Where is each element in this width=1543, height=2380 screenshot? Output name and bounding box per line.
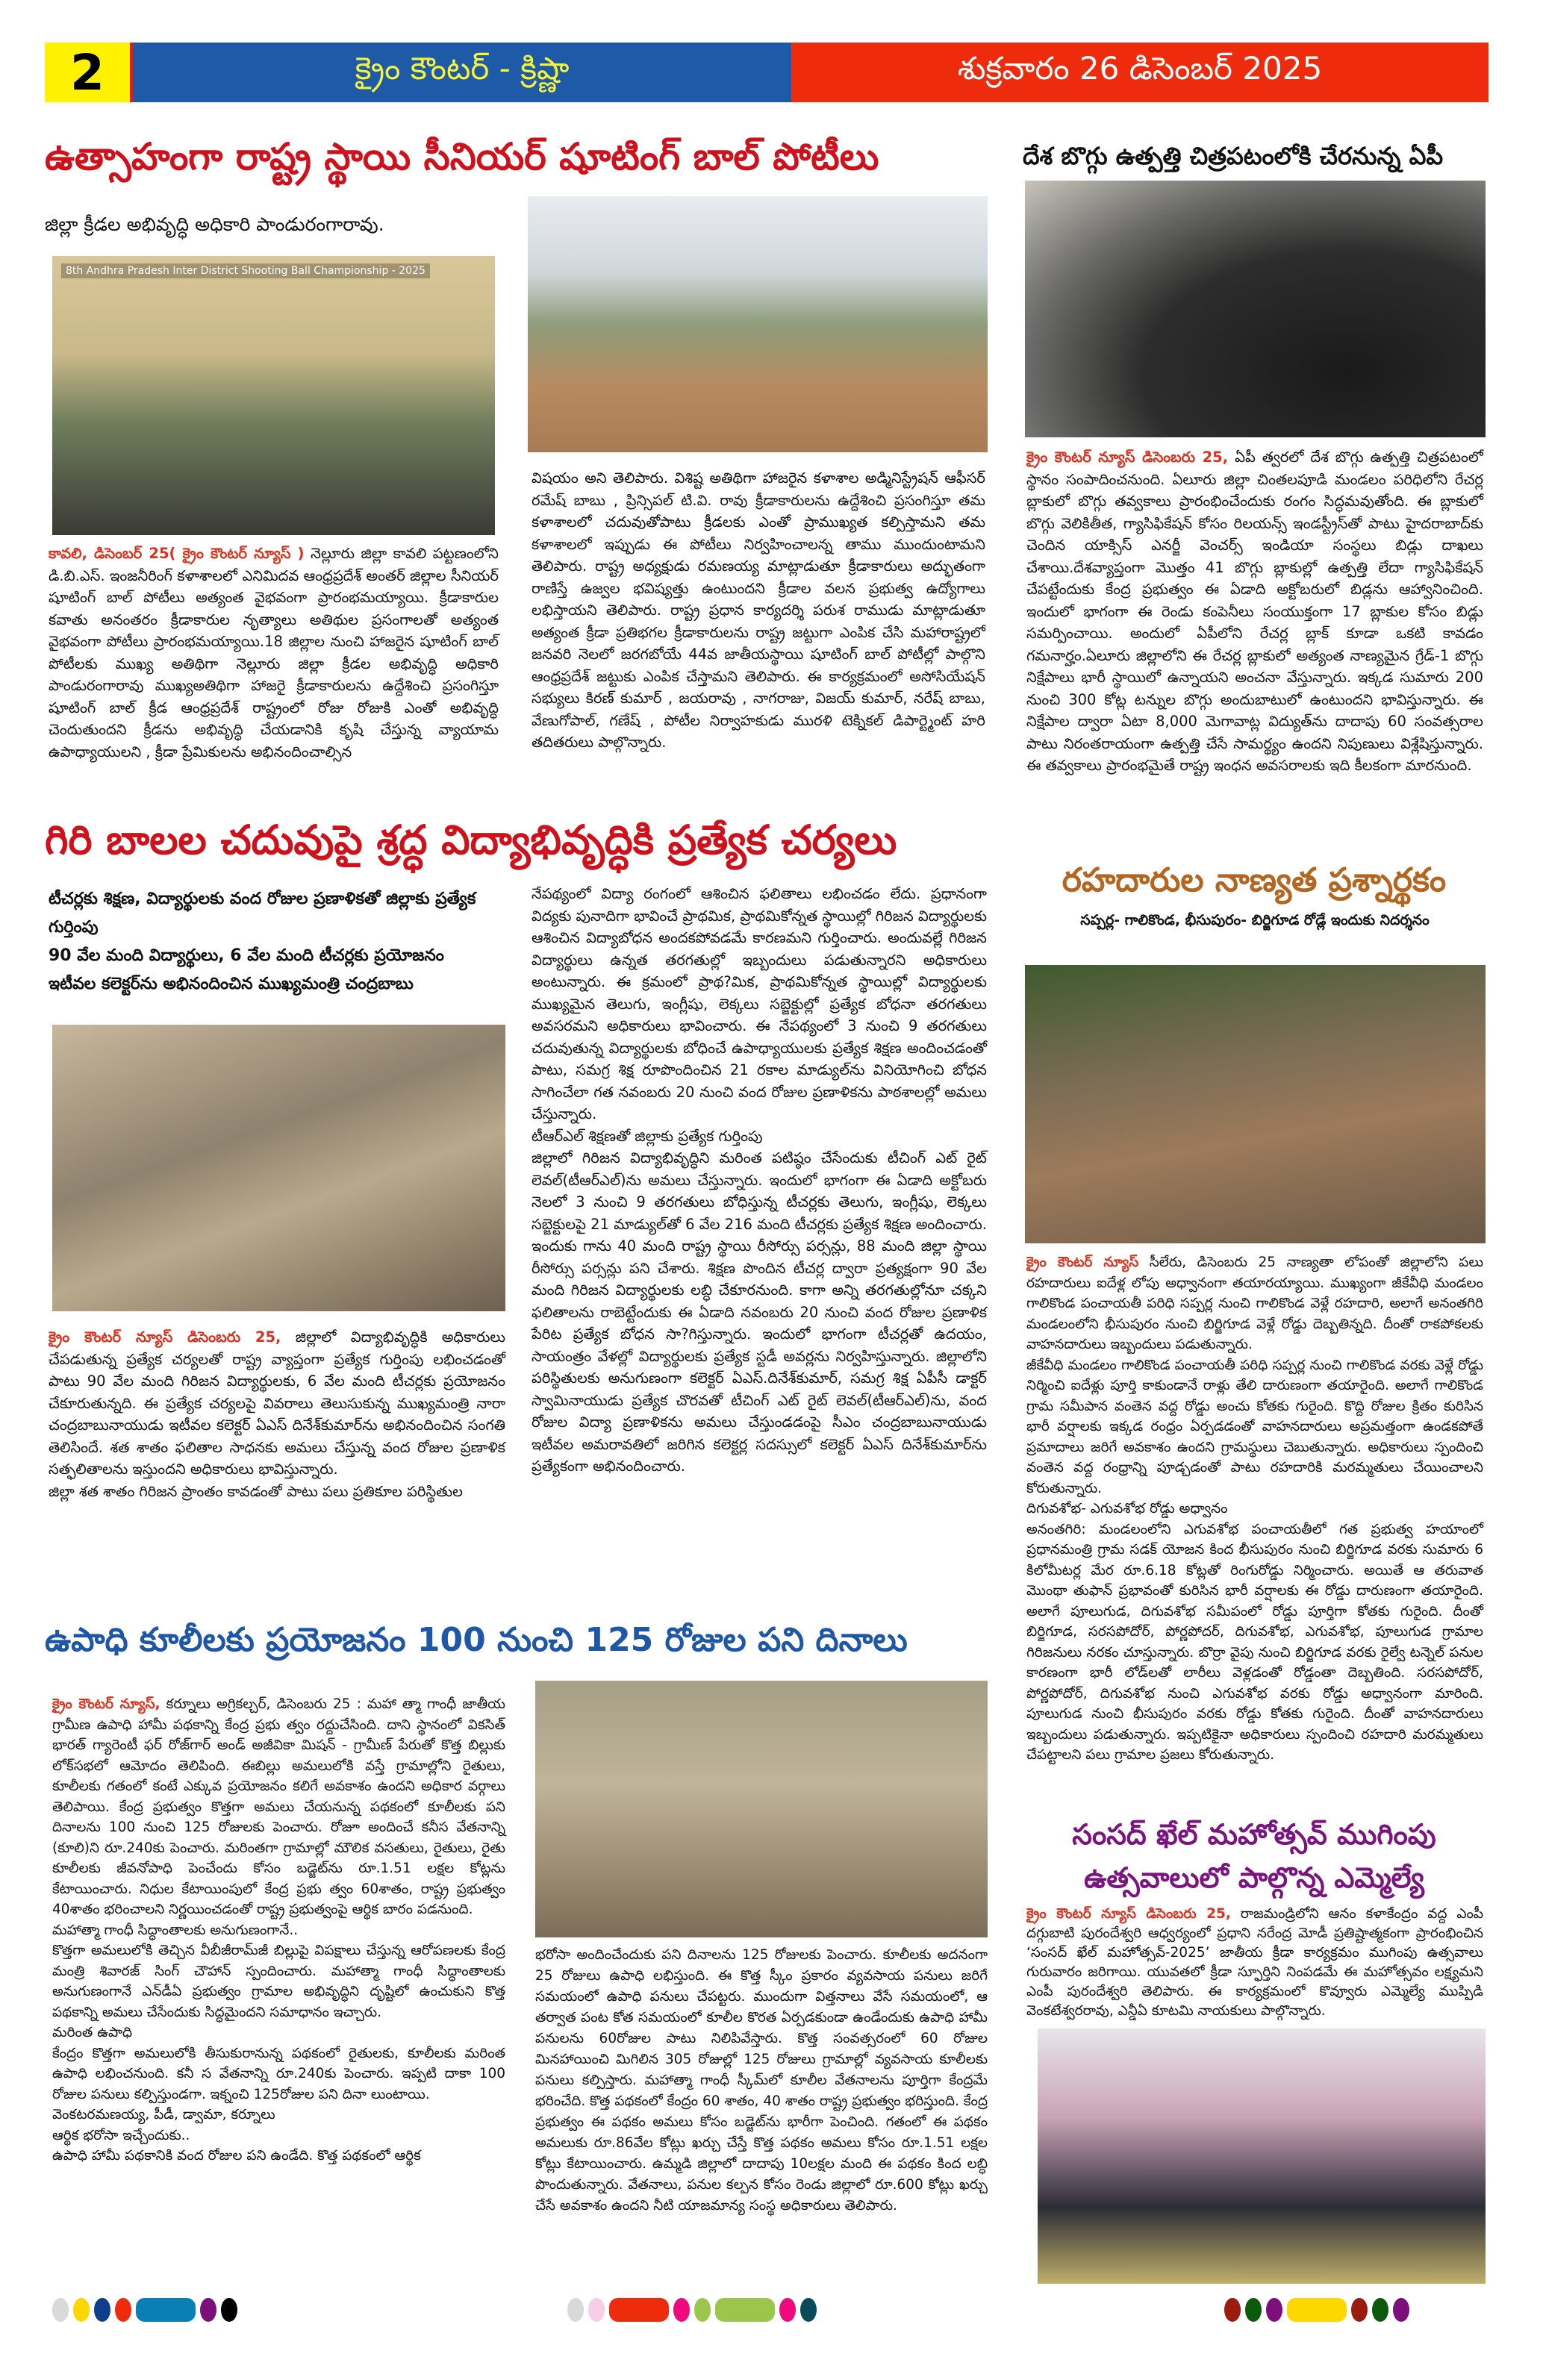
section-subhead: ఆర్థిక భరోసా ఇచ్చేందుకు.. <box>52 2127 190 2143</box>
article-text: ఉపాధి హామీ పథకానికి వంద రోజుల పని ఉండేది. కొత్త పథకంలో ఆర్థిక <box>52 2148 421 2164</box>
article-text: కర్నూలు అగ్రికల్చర్, డిసెంబరు 25 : మహా త్మా గాంధీ జాతీయ గ్రామీణ ఉపాధి హామీ పథకాన్ని కేంద్ర ప్రభు త్వం రద్దుచేసింది. దాని స్థానంలో వికసిత్ భారత్ గ్యారెంటీ ఫర్ రోజ్‌గార్ అండ్ అజీవికా మిషన్ - గ్రామీణ్ పేరుతో కొత్త బిల్లుకు లోక్‌సభలో ఆమోదం తెలిపింది. ఈబిల్లు అమలులోకి వస్తే గ్రామాల్లోని రైతులు, కూలీలకు గతంలో కంటే ఎక్కువ ప్రయోజనం కలిగే అవకాశం ఉందని అధికార వర్గాలు తెలిపాయి. కేంద్ర ప్రభుత్వం కొత్తగా అమలు చేయనున్న పథకంలో కూలీలకు పని దినాలను 100 నుంచి 125 రోజులకు పెంచారు. రోజూ అందించే కనీస వేతనాన్ని (కూలి)ని రూ.240కు పెంచారు. మరింతగా గ్రామాల్లో మౌలిక వసతులు, రైతులు, రైతు కూలీలకు జీవనోపాధి పెంచేందు కోసం బడ్జెట్‌ను రూ.1.51 లక్షల కోట్లను కేటాయించారు. నిధుల కేటాయింపులో కేంద్ర ప్రభు త్వం 60శాతం, రాష్ట్ర ప్రభుత్వం 40శాతం భరించాలని నిర్ణయించడంతో రాష్ట్ర ప్రభుత్వంపై ఆర్థిక బారం పడనుంది. <box>52 1696 505 1917</box>
article-text: సీలేరు, డిసెంబరు 25 నాణ్యతా లోపంతో జిల్లాలోని పలు రహదారులు ఐదేళ్ల లోపు అధ్వానంగా తయారయ్యాయి. ముఖ్యంగా జీకేవీధి మండలం గాలికొండ పంచాయతీ పరిధి సప్పర్ల నుంచి గాలికొండ వెళ్లే రహదారి, అలాగే అనంతగిరి మండలంలోని భీసుపురం నుంచి బిర్జిగూడ వెళ్లే రోడ్డు దెబ్బతిన్నది. దీంతో రాకపోకలకు వాహనదారులు ఇబ్బందులు పడుతున్నారు. <box>1026 1255 1483 1352</box>
footer-color-swatch <box>567 2298 584 2322</box>
headline-coal: దేశ బొగ్గు ఉత్పత్తి చిత్రపటంలోకి చేరనున్న ఏపీ <box>1023 142 1444 170</box>
photo-khel-mahotsav <box>1038 2028 1486 2284</box>
photo-shooting-ball-march <box>528 196 988 452</box>
article-text: రాజమండ్రిలోని ఆనం కళాకేంద్రం వద్ద ఎంపీ దగ్గుబాటి పురందేశ్వరి ఆధ్వర్యంలో ప్రధాని నరేంద్ర మోడీ ప్రతిష్టాత్మకంగా ప్రారంభించిన ‘సంసద్ ఖేల్ మహోత్సవ్-2025’ జాతీయ క్రీడా కార్యక్రమం ముగింపు ఉత్సవాలు గురువారం జరిగాయి. యువతలో క్రీడా స్ఫూర్తిని నింపడమే ఈ మహోత్సవం లక్ష్యమని ఎంపీ పురందేశ్వరి తెలిపారు. ఈ కార్యక్రమంలో కొవ్వూరు ఎమ్మెల్యే ముప్పిడి వెంకటేశ్వరరావు, ఎన్డీఏ కూటమి నాయకులు పాల్గొన్నారు. <box>1026 1906 1484 2019</box>
article-body-upadhi-col2: భరోసా అందించేందుకు పని దినాలను 125 రోజులకు పెంచారు. కూలీలకు అదనంగా 25 రోజులు ఉపాధి లభిస్తుంది. ఈ కొత్త స్కీం ప్రకారం వ్యవసాయ పనులు జరిగే సమయంలో ఉపాధి పనులు చేపట్టరు. ముందుగా విత్తనాలు వేసే సమయంలో, ఆ తర్వాత పంట కోత సమయంలో కూలీల కొరత ఏర్పడకుండా ఉండేందుకు ఉపాధి హామీ పనులను 60రోజుల పాటు నిలిపివేస్తారు. కొత్త సంవత్సరంలో 60 రోజుల మినహాయించి మిగిలిన 305 రోజుల్లో 125 రోజులు గ్రామాల్లో వ్యవసాయ కూలీలకు పనులు కల్పిస్తారు. మహాత్మా గాంధీ స్కీమ్‌లో కూలీల వేతనాలను పూర్తిగా కేంద్రమే భరించేది. కొత్త పథకంలో కేంద్రం 60 శాతం, 40 శాతం రాష్ట్ర ప్రభుత్వం భరిస్తుంది. కేంద్ర ప్రభుత్వం ఈ పథకం అమలు కోసం బడ్జెట్‌ను భారీగా పెంచింది. గతంలో ఈ పథకం అమలుకు రూ.86వేల కోట్లు ఖర్చు చేస్తే కొత్త పథకం అమలు కోసం రూ.1.51 లక్షల కోట్లు కేటాయించారు. ఉమ్మడి జిల్లాలో దాదాపు 10లక్షల మంది ఈ పథకం కింద లబ్ధి పొందుతున్నారు. వేతనాలు, పనుల కల్పన కోసం రెండు జిల్లాలో రూ.600 కోట్లు ఖర్చు చేసే అవకాశం ఉందని నీటి యాజమాన్య సంస్థ అధికారులు తెలిపారు. <box>535 1947 988 2214</box>
subhead-roads: సప్పర్ల- గాలికొండ, భీసుపురం- బిర్జిగూడ రోడ్లే ఇందుకు నిదర్శనం <box>1080 912 1430 928</box>
article-text: జిల్లాలో గిరిజన విద్యాభివృద్ధిని మరింత పటిష్ఠం చేసేందుకు టీచింగ్ ఎట్ రైట్ లెవల్(టీఆర్ఎల్)ను అమలు చేస్తున్నారు. ఇందులో భాగంగా ఈ ఏడాది అక్టోబరు నెలలో 3 నుంచి 9 తరగతులు బోధిస్తున్న టీచర్లకు తెలుగు, ఇంగ్లీషు, లెక్కలు సబ్జెక్టులపై 21 మాడ్యుల్‌తో 6 వేల 216 మంది టీచర్లకు ప్రత్యేక శిక్షణ అందించారు. ఇందుకు గాను 40 మంది రాష్ట్ర స్థాయి రీసోర్సు పర్సన్లు, 88 మంది జిల్లా స్థాయి రీసోర్సు పర్సన్లు పని చేశారు. శిక్షణ పొందిన టీచర్ల ద్వారా ప్రత్యక్షంగా 90 వేల మంది గిరిజన విద్యార్థులకు లబ్ధి చేకూరనుంది. కాగా అన్ని తరగతుల్లోనూ చక్కని ఫలితాలను రాబెట్టేందుకు ఈ ఏడాది నవంబరు 20 నుంచి వంద రోజుల ప్రణాళిక పేరిట ప్రత్యేక బోధన సా?గిస్తున్నారు. ఇందులో భాగంగా టీచర్లతో ఉదయం, సాయంత్రం వేళల్లో విద్యార్థులకు ప్రత్యేక స్టడీ అవర్లను నిర్వహిస్తున్నారు. జిల్లాలోని పరిస్థితులకు అనుగుణంగా కలెక్టర్ ఏఎస్.దినేశ్‌కుమార్, సమగ్ర శిక్ష ఏపీసీ డాక్టర్ స్వామినాయుడు ప్రత్యేక చొరవతో టీచింగ్ ఎట్ రైట్ లెవల్(టీఆర్ఎల్)ను, వంద రోజుల విద్యా ప్రణాళికను అమలు చేస్తుండడంపై సీఎం చంద్రబాబునాయుడు ఇటీవల అమరావతిలో జరిగిన కలెక్టర్ల సదస్సులో కలెక్టర్ ఏఎస్ దినేశ్‌కుమార్‌ను ప్రత్యేకంగా అభినందించారు. <box>532 1149 987 1475</box>
footer-color-swatch <box>715 2298 775 2322</box>
footer-color-swatch <box>694 2298 711 2322</box>
footer-color-swatch <box>800 2298 817 2322</box>
subhead: ఇటీవల కలెక్టర్‌ను అభినందించిన ముఖ్యమంత్రి చంద్రబాబు <box>49 975 414 993</box>
headline-khel-1: సంసద్ ఖేల్ మహోత్సవ్ ముగింపు <box>1072 1818 1436 1851</box>
article-body-upadhi-col1 <box>52 1694 505 2167</box>
article-text: నెల్లూరు జిల్లా కావలి పట్టణంలోని డి.బి.ఎస్. ఇంజనీరింగ్ కళాశాలలో ఎనిమిదవ ఆంధ్రప్రదేశ్ అంతర్ జిల్లాల సీనియర్ షూటింగ్ బాల్ పోటీలు అత్యంత వైభవంగా ప్రారంభమయ్యాయి. క్రీడాకారుల కవాతు అనంతరం క్రీడాకారుల నృత్యాలు అతిథుల ప్రసంగాలతో అత్యంత వైభవంగా పోటీలు ప్రారంభమయ్యాయి.18 జిల్లాల నుంచి హాజరైన షూటింగ్ బాల్ పోటీలకు ముఖ్య అతిథిగా నెల్లూరు జిల్లా క్రీడల అభివృద్ధి అధికారి పాండురంగారావు ముఖ్యఅతిథిగా హాజరై క్రీడాకారులను ఉద్దేశించి ప్రసంగిస్తూ షూటింగ్ బాల్ క్రీడ ఆంధ్రప్రదేశ్ రాష్ట్రంలో రోజు రోజుకి ఎంతో అభివృద్ధి చెందుతుందని క్రీడను అభివృద్ధి చేయడానికి కృషి చేస్తున్న వ్యాయామ ఉపాధ్యాయులని , క్రీడా ప్రేమికులను అభినందించాల్సిన <box>49 545 499 760</box>
khel-story-column <box>1026 1905 1486 2284</box>
article-body-education-col1 <box>49 1326 505 1502</box>
article-text: నేపథ్యంలో విద్యా రంగంలో ఆశించిన ఫలితాలు లభించడం లేదు. ప్రధానంగా విద్యకు పునాదిగా భావించే ప్రాథమిక, ప్రాథమికోన్నత స్థాయిల్లో గిరిజన విద్యార్థులకు ఆశించిన విద్యాబోధన అందకపోవడమే కారణమని గుర్తించారు. అందువల్లే గిరిజన విద్యార్థులు ఉన్నత తరగతుల్లో ఇబ్బందులు పడుతున్నారని అధికారులు అంటున్నారు. ఈ క్రమంలో ప్రాథ?మిక, ప్రాథమికోన్నత స్థాయిల్లో విద్యార్థులకు ముఖ్యమైన తెలుగు, ఇంగ్లీషు, లెక్కలు సబ్జెక్టుల్లో ప్రత్యేక బోధనా తరగతులు అవసరమని అధికారులు భావించారు. ఈ నేపథ్యంలో 3 నుంచి 9 తరగతులు చదువుతున్న విద్యార్థులకు బోధించే ఉపాధ్యాయులకు ప్రత్యేక శిక్షణ అందించడంతో పాటు, సమగ్ర శిక్ష రూపొందించిన 21 రకాల మాడ్యుల్‌ను వినియోగించి బోధన సాగించేలా గత నవంబరు 20 నుంచి వంద రోజుల ప్రణాళికను పాఠశాలల్లో అమలు చేస్తున్నారు. <box>532 885 987 1122</box>
headline-upadhi: ఉపాధి కూలీలకు ప్రయోజనం 100 నుంచి 125 రోజుల పని దినాలు <box>45 1621 908 1659</box>
dateline: క్రైం కౌంటర్ న్యూస్ డిసెంబరు 25, <box>1026 449 1229 466</box>
dateline: కావలి, డిసెంబర్ 25( క్రైం కౌంటర్ న్యూస్ ) <box>49 545 305 562</box>
photo-banner-text: 8th Andhra Pradesh Inter District Shooting Ball Championship - 2025 <box>61 263 430 278</box>
dateline: క్రైం కౌంటర్ న్యూస్ డిసెంబరు 25, <box>49 1328 281 1346</box>
photo-coal <box>1025 181 1486 437</box>
footer-color-swatch <box>1224 2298 1241 2322</box>
photo-shooting-ball-stage <box>52 256 495 535</box>
dateline: క్రైం కౌంటర్ న్యూస్ <box>1026 1255 1139 1270</box>
article-body-roads <box>1026 1252 1483 1766</box>
footer-color-swatch <box>115 2298 131 2322</box>
footer-color-swatch <box>588 2298 605 2322</box>
section-subhead: దిగువశోభ- ఎగువశోభ రోడ్డు అధ్వానం <box>1026 1501 1228 1517</box>
footer-color-swatch <box>52 2298 69 2322</box>
article-body-khel <box>1026 1905 1483 2021</box>
footer-color-swatch <box>1287 2298 1347 2322</box>
subhead: 90 వేల మంది విద్యార్థులు, 6 వేల మంది టీచర్లకు ప్రయోజనం <box>49 946 444 965</box>
section-subhead: మహాత్మా గాంధీ సిద్ధాంతాలకు అనుగుణంగానే.. <box>52 1922 299 1938</box>
article-text: జిల్లా శత శాతం గిరిజన ప్రాంతం కావడంతో పాటు పలు ప్రతికూల పరిస్థితుల <box>49 1482 463 1500</box>
article-text: ఏపీ త్వరలో దేశ బొగ్గు ఉత్పత్తి చిత్రపటంలో స్థానం సంపాదించనుంది. ఏలూరు జిల్లా చింతలపూడి మండలం పరిధిలోని రేచర్ల బ్లాకులో బొగ్గు తవ్వకాలు ప్రారంభించేందుకు రంగం సిద్ధమవుతోంది. ఈ బ్లాకులో బొగ్గు వెలికితీత, గ్యాసిఫికేషన్ కోసం రిలయన్స్ ఇండస్ట్రీస్‌తో పాటు హైదరాబాద్‌కు చెందిన యాక్సిస్ ఎనర్జీ వెంచర్స్ ఇండియా సంస్థలు బిడ్లు దాఖలు చేశాయి.దేశవ్యాప్తంగా మొత్తం 41 బొగ్గు బ్లాకుల్లో ఉత్పత్తి లేదా గ్యాసిఫికేషన్ చేపట్టేందుకు కేంద్ర ప్రభుత్వం ఈ ఏడాది అక్టోబరులో బిడ్లను ఆహ్వానించింది. ఇందులో భాగంగా ఈ రెండు కంపెనీలు సంయుక్తంగా 17 బ్లాకుల కోసం బిడ్లు సమర్పించాయి. అందులో ఏపీలోని రేచర్ల బ్లాక్ కూడా ఒకటి కావడం గమనార్హం.ఏలూరు జిల్లాలోని ఈ రేచర్ల బ్లాకులో అత్యంత నాణ్యమైన గ్రేడ్-1 బొగ్గు నిక్షేపాలు భారీ స్థాయిలో ఉన్నాయని అంచనా వేస్తున్నారు. ఇక్కడ సుమారు 200 నుంచి 300 కోట్ల టన్నుల బొగ్గు అందుబాటులో ఉంటుందని భావిస్తున్నారు. ఈ నిక్షేపాల ద్వారా ఏటా 8,000 మెగావాట్ల విద్యుత్‌ను దాదాపు 60 సంవత్సరాల పాటు నిరంతరాయంగా ఉత్పత్తి చేసే సామర్థ్యం ఉందని నిపుణులు విశ్లేషిస్తున్నారు. ఈ తవ్వకాలు ప్రారంభమైతే రాష్ట్ర ఇంధన అవసరాలకు ఇది కీలకంగా మారనుంది. <box>1026 449 1483 774</box>
footer-color-swatch <box>1351 2298 1368 2322</box>
footer-color-strip-middle <box>567 2298 817 2322</box>
footer-color-swatch <box>73 2298 90 2322</box>
subheads-education <box>49 885 508 999</box>
headline-roads: రహదారుల నాణ్యత ప్రశ్నార్థకం <box>1062 861 1447 899</box>
footer-color-swatch <box>136 2298 196 2322</box>
headline-khel-2: ఉత్సవాలులో పాల్గొన్న ఎమ్మెల్యే <box>1084 1861 1424 1894</box>
section-subhead: టీఆర్ఎల్ శిక్షణతో జిల్లాకు ప్రత్యేక గుర్తింపు <box>532 1127 763 1145</box>
quote-attribution: వెంకటరమణయ్య, పీడీ, డ్వామా, కర్నూలు <box>52 2107 275 2123</box>
dateline: క్రైం కౌంటర్ న్యూస్ డిసెంబరు 25, <box>1026 1906 1231 1922</box>
footer-color-strip-left <box>52 2298 237 2322</box>
photo-upadhi-workers <box>535 1681 988 1937</box>
article-body-shooting-ball-col2: విషయం అని తెలిపారు. విశిష్ట అతిథిగా హాజరైన కళాశాల అడ్మినిస్ట్రేషన్ ఆఫీసర్ రమేష్ బాబు , ప్రిన్సిపల్ టి.వి. రావు క్రీడాకారులను ఉద్దేశించి ప్రసంగిస్తూ తమ కళాశాలలో చదువుతోపాటు క్రీడలకు ఎంతో ప్రాముఖ్యత కల్పిస్తామని తమ కళాశాలలో ఇప్పుడు ఈ పోటీలు నిర్వహించాలన్న తాము ముందుంటామని తెలిపారు. రాష్ట్ర అధ్యక్షుడు రమణయ్య మాట్లాడుతూ క్రీడాకారులు అద్భుతంగా రాణిస్తే ఉజ్వల భవిష్యత్తు ఉంటుందని క్రీడాల వలన ప్రభుత్వ ఉద్యోగాలు లభిస్తాయని తెలిపారు. రాష్ట్ర ప్రధాన కార్యదర్శి పరుశ రాముడు మాట్లాడుతూ అత్యంత క్రీడా ప్రతిభగల క్రీడాకారులను రాష్ట్ర జట్టుగా ఎంపిక చేసి మహారాష్ట్రలో జనవరి నెలలో జరగబోయే 44వ జాతీయస్థాయి షూటింగ్ బాల్ పోటీల్లో పాల్గొని ఆంధ్రప్రదేశ్ జట్టుకు ఎంపిక చేస్తామని తెలిపారు. ఈ కార్యక్రమంలో అసోసియేషన్ సభ్యులు కిరణ్ కుమార్ , జయరావు , నాగరాజు, విజయ్ కుమార్, నరేష్ బాబు, వేణుగోపాల్, గణేష్ , పోటీల నిర్వాహకుడు మురళి టెక్నికల్ డిపార్ట్మెంట్ హరి తదితరులు పాల్గొన్నారు. <box>532 469 985 751</box>
footer-color-swatch <box>94 2298 110 2322</box>
article-body-education-col2 <box>532 883 987 1478</box>
footer-color-swatch <box>1266 2298 1282 2322</box>
article-text: కేంద్రం కొత్తగా అమలులోకి తీసుకురానున్న పథకంలో రైతులకు, కూలీలకు మరింత ఉపాధి లభించనుంది. కనీ స వేతనాన్ని రూ.240కు పెంచారు. ఇప్పటి దాకా 100 రోజుల పనులు కల్పిస్తుండగా. ఇక్నంచి 125రోజుల పని దినా లుంటాయి. <box>52 2045 505 2102</box>
footer-color-swatch <box>200 2298 216 2322</box>
edition-title: క్రైం కౌంటర్ - క్రిష్ణా <box>133 43 791 102</box>
footer-color-swatch <box>1245 2298 1262 2322</box>
dateline: క్రైం కౌంటర్ న్యూస్, <box>52 1696 160 1712</box>
issue-date: శుక్రవారం 26 డిసెంబర్ 2025 <box>791 43 1489 102</box>
footer-color-strip-right <box>1224 2298 1409 2322</box>
article-body-shooting-ball-col1 <box>49 543 499 763</box>
footer-color-swatch <box>1393 2298 1409 2322</box>
article-text: అనంతగిరి: మండలంలోని ఎగువశోభ పంచాయతీలో గత ప్రభుత్వ హయాంలో ప్రధానమంత్రి గ్రామ సడక్ యోజన కింద భీసుపురం నుంచి బిర్జిగూడ వరకు సుమారు 6 కిలోమీటర్ల మేర రూ.6.18 కోట్లతో రింగురోడ్డు నిర్మించారు. అయితే ఆ తరువాత మొంథా తుఫాన్ ప్రభావంతో కురిసిన భారీ వర్షాలకు ఈ రోడ్డు దారుణంగా తయారైంది. అలాగే పూలుగుడ, దిగువశోభ సమీపంలో రోడ్డు పూర్తిగా కోతకు గురైంది. దీంతో బిర్జిగూడ, సరసపోదోర్, పోర్ణపోదర్, దిగువశోభ, ఎగువశోభ, పూలుగుడ గ్రామాల గిరిజనులు నరకం చూస్తున్నారు. బొర్రా వైపు నుంచి బిర్జిగూడ వరకు రైల్వే టన్నెల్ పనుల కారణంగా భారీ లోడ్‌లతో లారీలు వెళ్లడంతో రోడ్డంతా దెబ్బతింది. సరసపోదోర్, పోర్ణపోదోర్, దిగువశోభ నుంచి ఎగువశోభ వరకు రోడ్డు అధ్వానంగా మారింది. పూలుగుడ నుంచి భీసుపురం వరకు రోడ్డు కోతకు గురైంది. దీంతో వాహనదారులు ఇబ్బందులు పడుతున్నారు. ఇప్పటికైనా అధికారులు స్పందించి రహదారి మరమ్మతులు చేపట్టాలని పలు గ్రామాల ప్రజలు కోరుతున్నారు. <box>1026 1521 1483 1763</box>
article-text: జిల్లాలో విద్యాభివృద్ధికి అధికారులు చేపడుతున్న ప్రత్యేక చర్యలతో రాష్ట్ర వ్యాప్తంగా ప్రత్యేక గుర్తింపు లభించడంతో పాటు 90 వేల మంది గిరిజన విద్యార్థులకు, 6 వేల మంది టీచర్లకు ప్రయోజనం చేకూరుతున్నది. ఈ ప్రత్యేక చర్యలపై వివరాలు తెలుసుకున్న ముఖ్యమంత్రి నారా చంద్రబాబునాయుడు ఇటీవల కలెక్టర్ ఏఎస్ దినేశ్‌కుమార్‌ను అభినందించిన సంగతి తెలిసిందే. శత శాతం ఫలితాల సాధనకు అమలు చేస్తున్న వంద రోజుల ప్రణాళిక సత్ఫలితాలను ఇస్తుందని అధికారులు భావిస్తున్నారు. <box>49 1328 505 1478</box>
headline-education: గిరి బాలల చదువుపై శ్రద్ధ విద్యాభివృద్ధికి ప్రత్యేక చర్యలు <box>45 816 897 863</box>
photo-damaged-road <box>1025 965 1486 1243</box>
headline-shooting-ball: ఉత్సాహంగా రాష్ట్ర స్థాయి సీనియర్ షూటింగ్ బాల్ పోటీలు <box>45 135 879 178</box>
section-subhead: మరింత ఉపాధి <box>52 2025 133 2040</box>
page-number: 2 <box>45 43 133 102</box>
article-text: జీకేవీధి మండలం గాలికొండ పంచాయతీ పరిధి సప్పర్ల నుంచి గాలికొండ వరకు వెళ్లే రోడ్డు నిర్మించి ఐదేళ్లు పూర్తి కాకుండానే రాళ్లు తేలి దారుణంగా తయారైంది. అలాగే గాలికొండ గ్రామ సమీపాన వంతెన వద్ద రోడ్డు అంచు కోతకు గురైంది. కొద్ది రోజుల క్రితం కురిసిన భారీ వర్షాలకు ఇక్కడ రంధ్రం ఏర్పడడంతో వాహనదారులు అప్రమత్తంగా ఉండకపోతే ప్రమాదాలు జరిగే అవకాశం ఉందని గ్రామస్థులు చెబుతున్నారు. అధికారులు స్పందించి వంతెన వద్ద రంధ్రాన్ని పూడ్చడంతో పాటు రహదారికి మరమ్మతులు చేయించాలని కోరుతున్నారు. <box>1026 1357 1483 1496</box>
footer-color-swatch <box>609 2298 669 2322</box>
footer-color-swatch <box>1372 2298 1388 2322</box>
article-text: కొత్తగా అమలులోకి తెచ్చిన వీబీజీరామ్‌జీ బిల్లుపై విపక్షాలు చేస్తున్న ఆరోపణలకు కేంద్ర మంత్రి శివారజ్ సింగ్ చౌహాన్ స్పందించారు. మహాత్మా గాంధీ సిద్ధాంతాలకు అనుగుణంగానే ఎన్‌డీఏ ప్రభుత్వం గ్రామాల అభివృద్ధిని దృష్టిలో ఉంచుకుని కొత్త పథకాన్ని అమలు చేసేందుకు సిద్ధమైందని సమాధానం ఇచ్చారు. <box>52 1943 505 2020</box>
subhead-shooting-ball: జిల్లా క్రీడల అభివృద్ధి అధికారి పాండురంగారావు. <box>45 213 384 235</box>
footer-color-swatch <box>221 2298 237 2322</box>
footer-color-swatch <box>779 2298 796 2322</box>
footer-color-swatch <box>673 2298 690 2322</box>
article-body-coal <box>1026 446 1483 777</box>
subhead: టీచర్లకు శిక్షణ, విద్యార్థులకు వంద రోజుల ప్రణాళికతో జిల్లాకు ప్రత్యేక గుర్తింపు <box>49 890 476 937</box>
photo-classroom <box>52 1025 505 1311</box>
